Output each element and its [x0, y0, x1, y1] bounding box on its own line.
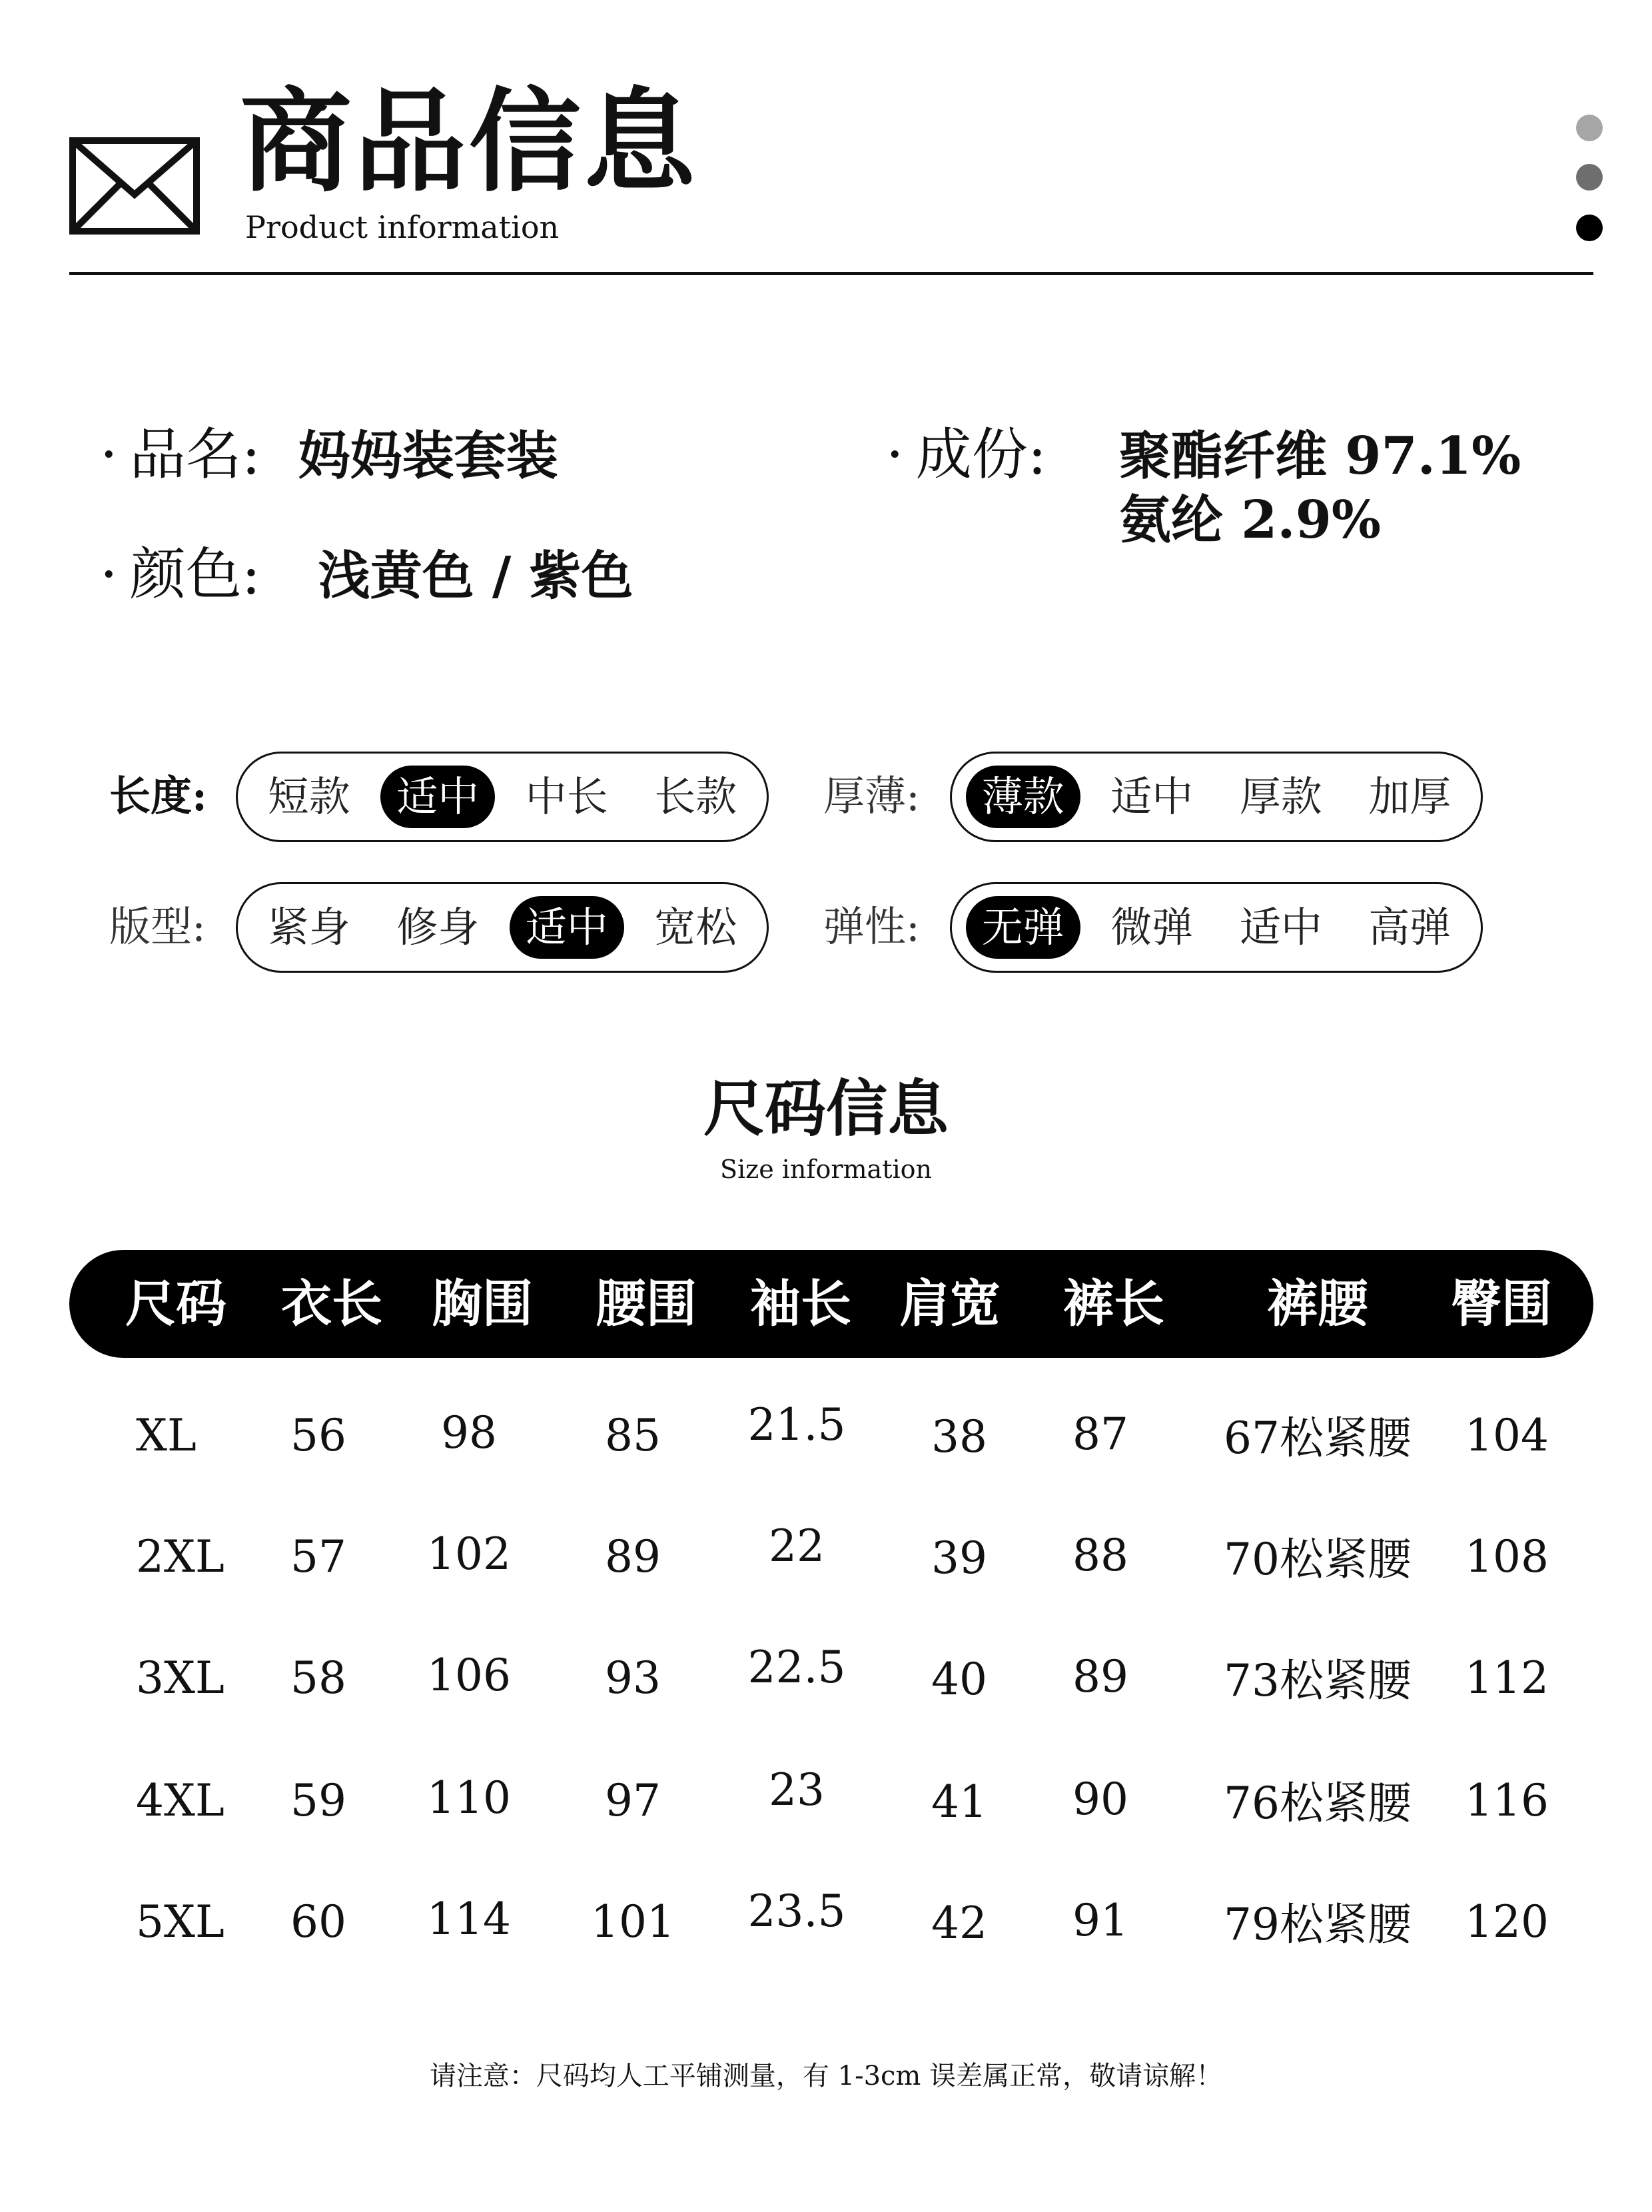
table-cell: 70松紧腰 — [1224, 1534, 1412, 1585]
table-cell: 5XL — [136, 1896, 224, 1947]
column-header-waist: 腰围 — [596, 1274, 697, 1333]
table-cell: 21.5 — [747, 1399, 846, 1450]
thickness-selector — [950, 752, 1483, 842]
thickness-option-thin[interactable]: 薄款 — [966, 766, 1080, 828]
fit-option-loose[interactable]: 宽松 — [654, 903, 737, 951]
table-cell: 85 — [605, 1410, 661, 1461]
column-header-shoulder: 肩宽 — [899, 1274, 1001, 1333]
table-cell: 22 — [769, 1520, 825, 1572]
table-cell: 57 — [290, 1531, 346, 1582]
size-section-title: 尺码信息 — [703, 1073, 949, 1145]
column-header-pants-waist: 裤腰 — [1267, 1274, 1368, 1333]
length-selector — [236, 752, 769, 842]
table-cell: 58 — [290, 1652, 346, 1704]
fit-option-slim[interactable]: 修身 — [396, 903, 480, 951]
product-name-row — [100, 422, 558, 487]
dot-indicator — [1576, 215, 1603, 241]
table-cell: 108 — [1465, 1531, 1549, 1582]
table-cell: 120 — [1465, 1896, 1549, 1947]
product-name-label: 品名: — [129, 422, 261, 487]
size-section-subtitle: Size information — [720, 1155, 932, 1184]
table-cell: 73松紧腰 — [1224, 1655, 1412, 1706]
table-cell: 102 — [427, 1528, 511, 1580]
fit-label: 版型: — [109, 902, 206, 951]
length-label: 长度: — [109, 772, 207, 820]
elasticity-option-slight[interactable]: 微弹 — [1110, 903, 1194, 951]
bullet: · — [886, 422, 904, 487]
table-cell: 39 — [931, 1532, 987, 1584]
length-option-long[interactable]: 长款 — [654, 772, 737, 821]
table-cell: 22.5 — [747, 1642, 846, 1693]
column-header-pants-length: 裤长 — [1063, 1274, 1164, 1333]
table-cell: 40 — [931, 1654, 987, 1705]
length-option-short[interactable]: 短款 — [267, 772, 350, 821]
thickness-option-thick[interactable]: 厚款 — [1239, 772, 1322, 821]
dot-indicator — [1576, 164, 1603, 191]
page-title: 商品信息 — [240, 75, 698, 207]
table-cell: 89 — [1072, 1651, 1128, 1702]
table-cell: 41 — [931, 1776, 987, 1828]
product-color-value: 浅黄色 / 紫色 — [318, 546, 633, 606]
composition-value-1: 聚酯纤维 97.1% — [1119, 426, 1521, 486]
elasticity-selector — [950, 882, 1483, 973]
table-cell: 90 — [1072, 1774, 1128, 1825]
table-cell: 98 — [441, 1407, 497, 1458]
elasticity-label: 弹性: — [823, 902, 920, 951]
table-cell: 67松紧腰 — [1224, 1412, 1412, 1464]
table-cell: 60 — [290, 1896, 346, 1947]
envelope-icon — [69, 137, 200, 235]
elasticity-option-none[interactable]: 无弹 — [966, 896, 1080, 959]
dot-indicator — [1576, 115, 1603, 141]
table-cell: 116 — [1465, 1775, 1549, 1826]
table-cell: 76松紧腰 — [1224, 1778, 1412, 1829]
thickness-option-medium[interactable]: 适中 — [1110, 772, 1194, 821]
table-cell: 38 — [931, 1411, 987, 1462]
fit-option-regular[interactable]: 适中 — [510, 896, 624, 959]
table-cell: 4XL — [136, 1775, 224, 1826]
table-cell: 106 — [427, 1650, 511, 1701]
product-color-label: 颜色: — [129, 542, 261, 607]
product-name-value: 妈妈装套装 — [298, 426, 558, 486]
bullet: · — [100, 422, 118, 487]
column-header-bust: 胸围 — [432, 1274, 533, 1333]
fit-selector — [236, 882, 769, 973]
elasticity-option-medium[interactable]: 适中 — [1239, 903, 1322, 951]
thickness-option-extra-thick[interactable]: 加厚 — [1368, 772, 1451, 821]
table-cell: 87 — [1072, 1408, 1128, 1460]
elasticity-option-high[interactable]: 高弹 — [1368, 903, 1451, 951]
table-cell: 91 — [1072, 1895, 1128, 1946]
column-header-length: 衣长 — [281, 1274, 382, 1333]
table-cell: 93 — [605, 1652, 661, 1704]
table-cell: 101 — [591, 1896, 675, 1947]
length-option-medium[interactable]: 适中 — [380, 766, 495, 828]
page-subtitle: Product information — [245, 209, 560, 245]
length-option-mid-long[interactable]: 中长 — [525, 772, 608, 821]
header-divider — [69, 272, 1593, 275]
thickness-label: 厚薄: — [823, 772, 920, 820]
table-cell: 59 — [290, 1775, 346, 1826]
table-cell: 89 — [605, 1531, 661, 1582]
table-cell: 97 — [605, 1775, 661, 1826]
composition-row — [886, 422, 1047, 487]
table-cell: 88 — [1072, 1530, 1128, 1581]
table-cell: 114 — [427, 1894, 511, 1945]
table-cell: 110 — [427, 1772, 511, 1824]
table-cell: 23.5 — [747, 1886, 846, 1937]
composition-value-2: 氨纶 2.9% — [1119, 490, 1381, 550]
table-cell: 23 — [769, 1764, 825, 1816]
table-cell: 79松紧腰 — [1224, 1899, 1412, 1950]
table-cell: 112 — [1465, 1652, 1549, 1704]
measurement-note: 请注意：尺码均人工平铺测量，有 1-3cm 误差属正常，敬请谅解！ — [429, 2061, 1223, 2091]
fit-option-tight[interactable]: 紧身 — [267, 903, 350, 951]
table-cell: 104 — [1465, 1410, 1549, 1461]
table-cell: XL — [136, 1410, 197, 1461]
table-cell: 56 — [290, 1410, 346, 1461]
column-header-hip: 臀围 — [1451, 1274, 1552, 1333]
table-cell: 3XL — [136, 1652, 224, 1704]
composition-label: 成份: — [915, 422, 1047, 487]
bullet: · — [100, 542, 118, 607]
table-cell: 2XL — [136, 1531, 224, 1582]
column-header-size: 尺码 — [125, 1274, 226, 1333]
product-color-row — [100, 542, 633, 607]
column-header-sleeve: 袖长 — [750, 1274, 851, 1333]
table-cell: 42 — [931, 1898, 987, 1949]
